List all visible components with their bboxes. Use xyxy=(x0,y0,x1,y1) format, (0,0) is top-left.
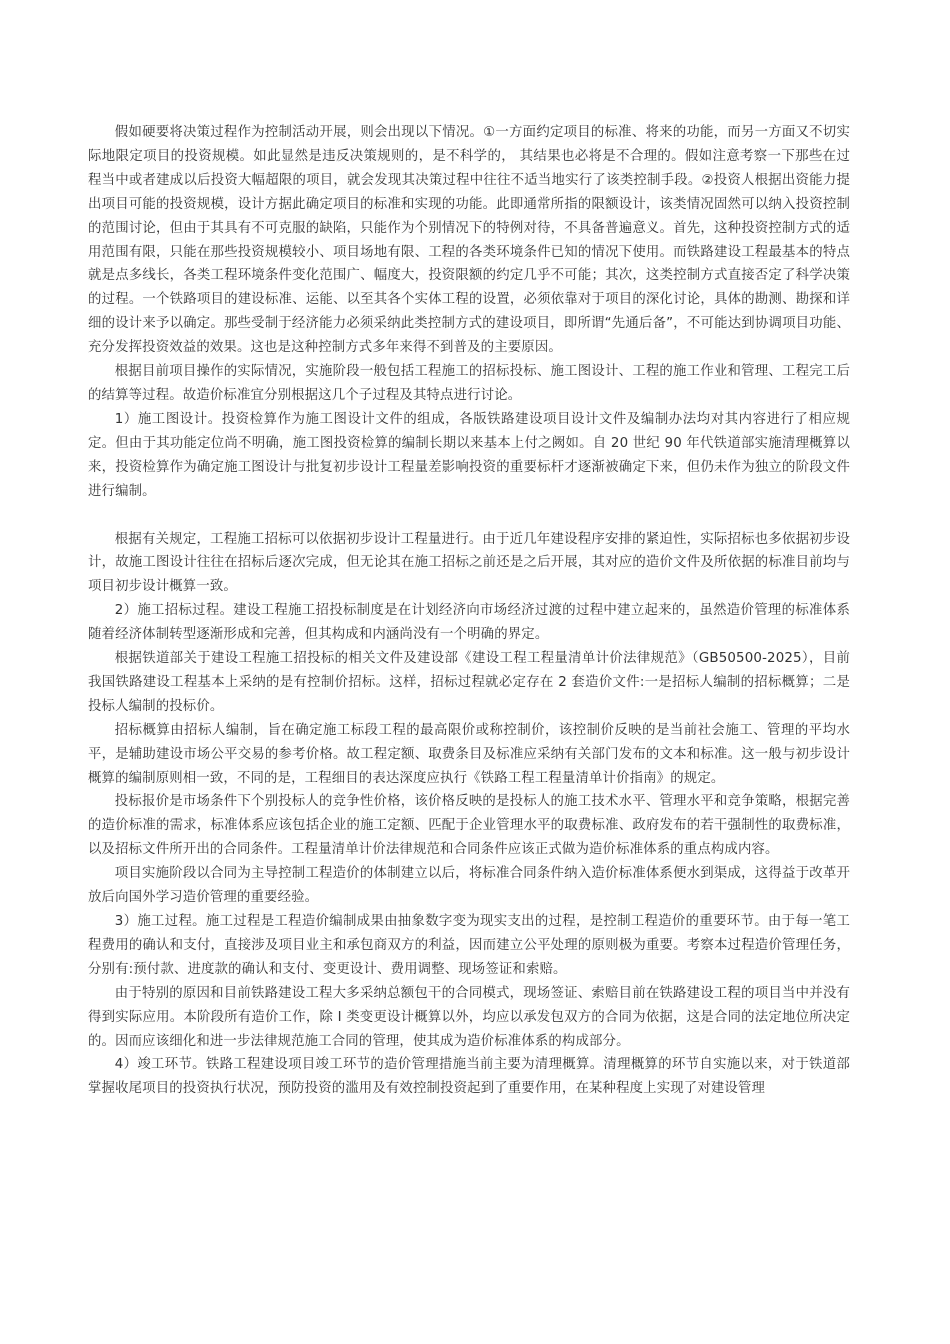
paragraph-construction-process: 3）施工过程。施工过程是工程造价编制成果由抽象数字变为现实支出的过程，是控制工程造价的重要环节。由于每一笔工程费用的确认和支付，直接涉及项目业主和承包商双方的利益，因而建立公平处理的原则极为重要。考察本过程造价管理任务，分别有:预付款、进度款的确认和支付、变更设计、费用调整、现场签证和索赔。 xyxy=(88,914,850,977)
paragraph-controlled-price-tender: 根据铁道部关于建设工程施工招投标的相关文件及建设部《建设工程工程量清单计价法律规范》（GB50500-2025），目前我国铁路建设工程基本上采纳的是有控制价招标。这样，招标过程就必定存在 2 套造价文件:一是招标人编制的招标概算；二是投标人编制的投标价。 xyxy=(88,651,850,714)
paragraph-bid-price: 投标报价是市场条件下个别投标人的竞争性价格，该价格反映的是投标人的施工技术水平、管理水平和竞争策略，根据完善的造价标准的需求，标准体系应该包括企业的施工定额、匹配于企业管理水平的取费标准、政府发布的若干强制性的取费标准，以及招标文件所开出的合同条件。工程量清单计价法律规范和合同条件应该正式做为造价标准体系的重点构成内容。 xyxy=(88,794,850,858)
paragraph-contract-system: 项目实施阶段以合同为主导控制工程造价的体制建立以后，将标准合同条件纳入造价标准体系便水到渠成，这得益于改革开放后向国外学习造价管理的重要经验。 xyxy=(88,866,850,906)
paragraph-decision-control: 假如硬要将决策过程作为控制活动开展，则会出现以下情况。①一方面约定项目的标准、将来的功能，而另一方面又不切实际地限定项目的投资规模。如此显然是违反决策规则的，是不科学的， 其结果也必将是不合理的。假如注意考察一下那些在过程当中或者建成以后投资大幅超限的项目，就会发现其决策过程中往往不适当地实行了该类控制手段。②投资人根据出资能力提出项目可能的投资规模，设计方据此确定项目的标准和实现的功能。此即通常所指的限额设计，该类情况固然可以纳入投资控制的范围讨论，但由于其具有不可克服的缺陷，只能作为个别情况下的特例对待，不具备普遍意义。首先，这种投资控制方式的适用范围有限，只能在那些投资规模较小、项目场地有限、工程的各类环境条件已知的情况下使用。而铁路建设工程最基本的特点就是点多线长，各类工程环境条件变化范围广、幅度大，投资限额的约定几乎不可能；其次，这类控制方式直接否定了科学决策的过程。一个铁路项目的建设标准、运能、以至其各个实体工程的设置，必须依靠对于项目的深化讨论，具体的勘测、勘探和详细的设计来予以确定。那些受制于经济能力必须采纳此类控制方式的建设项目，即所谓“先通后备”，不可能达到协调项目功能、充分发挥投资效益的效果。这也是这种控制方式多年来得不到普及的主要原因。 xyxy=(88,125,850,356)
paragraph-completion-stage: 4）竣工环节。铁路工程建设项目竣工环节的造价管理措施当前主要为清理概算。清理概算的环节自实施以来，对于铁道部掌握收尾项目的投资执行状况，预防投资的滥用及有效控制投资起到了重要作用，在某种程度上实现了对建设管理 xyxy=(88,1057,850,1097)
paragraph-tender-process: 2）施工招标过程。建设工程施工招投标制度是在计划经济向市场经济过渡的过程中建立起来的，虽然造价管理的标准体系随着经济体制转型逐渐形成和完善，但其构成和内涵尚没有一个明确的界定。 xyxy=(88,603,850,643)
paragraph-lump-sum-contract: 由于特别的原因和目前铁路建设工程大多采纳总额包干的合同模式，现场签证、索赔目前在铁路建设工程的项目当中并没有得到实际应用。本阶段所有造价工作，除 I 类变更设计概算以外，均应以承发包双方的合同为依据，这是合同的法定地位所决定的。因而应该细化和进一步法律规范施工合同的管理，使其成为造价标准体系的构成部分。 xyxy=(88,985,850,1049)
paragraph-tender-estimate: 招标概算由招标人编制，旨在确定施工标段工程的最高限价或称控制价，该控制价反映的是当前社会施工、管理的平均水平，是辅助建设市场公平交易的参考价格。故工程定额、取费条目及标准应采纳有关部门发布的文本和标准。这一般与初步设计概算的编制原则相一致，不同的是，工程细目的表达深度应执行《铁路工程工程量清单计价指南》的规定。 xyxy=(88,722,850,786)
document-body xyxy=(88,121,850,1101)
paragraph-construction-drawing: 1）施工图设计。投资检算作为施工图设计文件的组成，各版铁路建设项目设计文件及编制办法均对其内容进行了相应规定。但由于其功能定位尚不明确，施工图投资检算的编制长期以来基本上付之阙如。自 20 世纪 90 年代铁道部实施清理概算以来，投资检算作为确定施工图设计与批复初步设计工程量差影响投资的重要标杆才逐渐被确定下来，但仍未作为独立的阶段文件进行编制。 xyxy=(88,411,850,499)
paragraph-tender-basis: 根据有关规定，工程施工招标可以依据初步设计工程量进行。由于近几年建设程序安排的紧迫性，实际招标也多依据初步设计，故施工图设计往往在招标后逐次完成，但无论其在施工招标之前还是之后开展，其对应的造价文件及所依据的标准目前均与项目初步设计概算一致。 xyxy=(88,531,850,595)
paragraph-implementation-stage: 根据目前项目操作的实际情况，实施阶段一般包括工程施工的招标投标、施工图设计、工程的施工作业和管理、工程完工后的结算等过程。故造价标准宜分别根据这几个子过程及其特点进行讨论。 xyxy=(88,364,850,403)
